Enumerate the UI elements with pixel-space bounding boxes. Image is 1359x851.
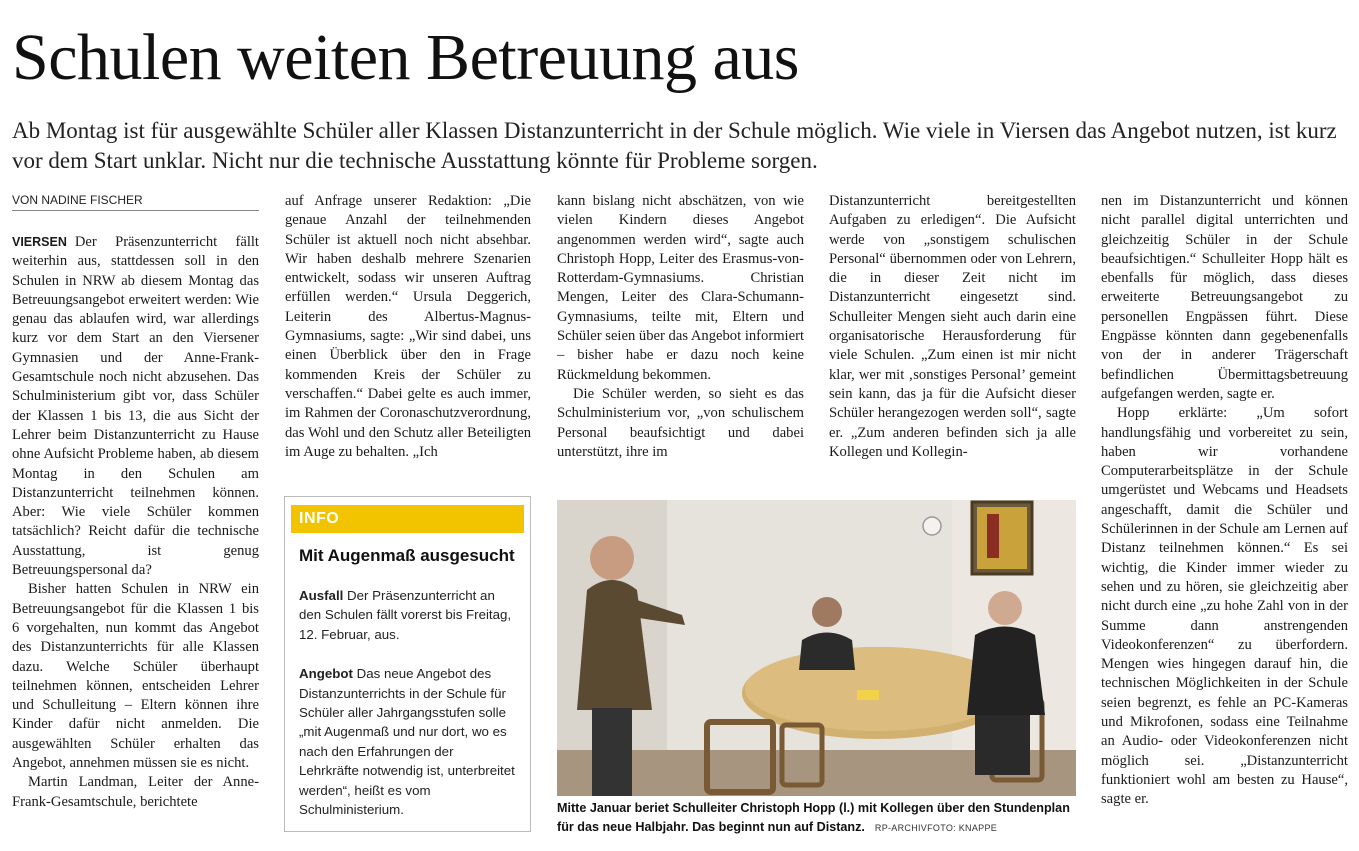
article-column-3 [557,192,804,462]
headline: Schulen weiten Betreuung aus [12,21,799,94]
info-box [284,496,531,832]
info-term: Ausfall [299,588,344,603]
article-column-2 [285,192,531,462]
paragraph: kann bislang nicht abschätzen, von wie vielen Kindern dieses Angebot angenommen werden wird“, sagte auch Christoph Hopp, Leiter des Erasmus-von-Rotterdam-Gymnasiums. Christian Mengen, Leiter des Clara-Schumann-Gymnasiums, teilte mit, Eltern und Schüler seien über das Angebot informiert – bisher habe er dazu noch keine Rückmeldung bekommen. [557,193,804,383]
article-column-5 [1101,192,1348,810]
photo-caption [557,799,1078,838]
info-term: Angebot [299,666,353,682]
article-photo [557,500,1076,796]
info-text: Das neue Angebot des Distanzunterrichts in der Schule für Schüler aller Jahrgangsstufen solle „mit Augenmaß und nur dort, wo es nach den Erfahrungen der Lehrkräfte notwendig ist, unterbreitet werden“, heißt es vom Schulministerium. [299,666,515,818]
article-column-4 [829,192,1076,462]
paragraph: nen im Distanzunterricht und können nicht parallel digital unterrichten und gleichzeitig Schüler in der Schule beaufsichtigen.“ Schulleiter Hopp hält es ebenfalls für möglich, dass dieses erweiterte Betreuungsangebot zu personellen Engpässen führt. Diese Engpässe könnten dann gegebenenfalls von der in anderer Trägerschaft befindlichen Übermittagsbetreuung aufgefangen werden, sagte er. [1101,193,1348,402]
paragraph-text: Der Präsenzunterricht fällt weiterhin aus, stattdessen soll in den Schulen in NRW ab diesem Montag das Betreuungsangebot erweitert werden: Wie genau das ablaufen wird, war allerdings kurz vor dem Start an den Viersener Gymnasien und der Anne-Frank-Gesamtschule noch nicht abzusehen. Das Schulministerium gibt vor, dass Schüler der Klassen 1 bis 13, die aus Sicht der Lehrer beim Distanzunterricht zu Hause ohne Aufsicht Probleme haben, ab diesem Montag in den Schulen am Distanzunterricht teilnehmen können. Aber: Wie viele Schüler kommen tatsächlich? Reicht dafür die technische Ausstattung, ist genug Betreuungspersonal da? [12,234,259,579]
paragraph: Die Schüler werden, so sieht es das Schulministerium vor, „von schulischem Personal beaufsichtigt und dabei unterstützt, ihre im [557,385,804,460]
caption-text: Mitte Januar beriet Schulleiter Christoph Hopp (l.) mit Kollegen über den Stundenplan für das neue Halbjahr. Das beginnt nun auf Distanz. [557,801,1070,834]
info-tag: INFO [291,505,524,533]
byline: VON NADINE FISCHER [12,192,259,211]
paragraph: Hopp erklärte: „Um sofort handlungsfähig und vorbereitet zu sein, haben wir vorhandene Computerarbeitsplätze in der Schule umgerüstet und Webcams und Headsets angeschafft, damit die Schüler und Schülerinnen in der Schule am Lernen auf Distanz teilnehmen können.“ Es sei wichtig, die Kinder immer wieder zu sehen und zu hören, sie gleichzeitig aber nicht durch eine „zu hohe Zahl von in der Summe dann anstrengenden Videokonferenzen“ zu überfordern. Mengen wies hingegen darauf hin, die technischen Möglichkeiten in der Schule seien begrenzt, es fehle an PC-Kameras und Mikrofonen, sodass eine Teilnahme an Audio- oder Videokonferenzen nicht möglich sei. „Distanzunterricht funktioniert wohl am besten zu Hause“, sagte er. [1101,405,1348,808]
paragraph [12,233,259,580]
meeting-photo-illustration [557,500,1076,796]
paragraph: auf Anfrage unserer Redaktion: „Die genaue Anzahl der teilnehmenden Schüler ist aktuell noch nicht absehbar. Wir haben deshalb mehrere Szenarien entwickelt, sodass wir unseren Auftrag erfüllen werden.“ Ursula Deggerich, Leiterin des Albertus-Magnus-Gymnasiums, sagte: „Wir sind dabei, uns einen Überblick über den in Frage kommenden Kreis der Schüler zu verschaffen.“ Dabei gelte es auch immer, im Rahmen der Coronaschutzverordnung, das Wohl und den Schutz aller Beteiligten im Auge zu behalten. „Ich [285,193,531,460]
dateline: VIERSEN [12,235,67,249]
photo-credit: RP-ARCHIVFOTO: KNAPPE [874,823,998,833]
subheadline: Ab Montag ist für ausgewählte Schüler aller Klassen Distanzunterricht in der Schule möglich. Wie viele in Viersen das Angebot nutzen, ist kurz vor dem Start unklar. Nicht nur die technische Ausstattung könnte für Probleme sorgen. [12,118,1337,173]
info-text: Der Präsenzunterricht an den Schulen fällt vorerst bis Freitag, 12. Februar, aus. [299,588,512,642]
paragraph: Bisher hatten Schulen in NRW ein Betreuungsangebot für die Klassen 1 bis 6 vorgehalten, nun kommt das Angebot des Distanzunterrichts für alle Klassen dazu. Welche Schüler überhaupt teilnehmen können, entscheiden Lehrer und Schulleitung – Eltern können ihre Kinder dafür nicht anmelden. Die ausgewählten Schüler erhalten das Angebot, annehmen müssen sie es nicht. [12,581,259,772]
paragraph: Martin Landman, Leiter der Anne-Frank-Gesamtschule, berichtete [12,774,259,810]
info-item-angebot [299,664,516,819]
article-column-1 [12,192,259,812]
info-title: Mit Augenmaß ausgesucht [299,546,515,565]
info-item-ausfall [299,586,516,644]
paragraph: Distanzunterricht bereitgestellten Aufgaben zu erledigen“. Die Aufsicht werde von „sonstigem schulischen Personal“ übernommen oder von Lehrern, die in dieser Zeit nicht im Distanzunterricht eingesetzt sind. Schulleiter Mengen sieht auch darin eine organisatorische Herausforderung für viele Schulen. „Zum einen ist mir nicht klar, wer mit ‚sonstiges Personal’ gemeint sein kann, das ja für die Aufsicht dieser Schüler herangezogen werden soll“, sagte er. „Zum anderen befinden sich ja alle Kollegen und Kollegin- [829,193,1076,460]
